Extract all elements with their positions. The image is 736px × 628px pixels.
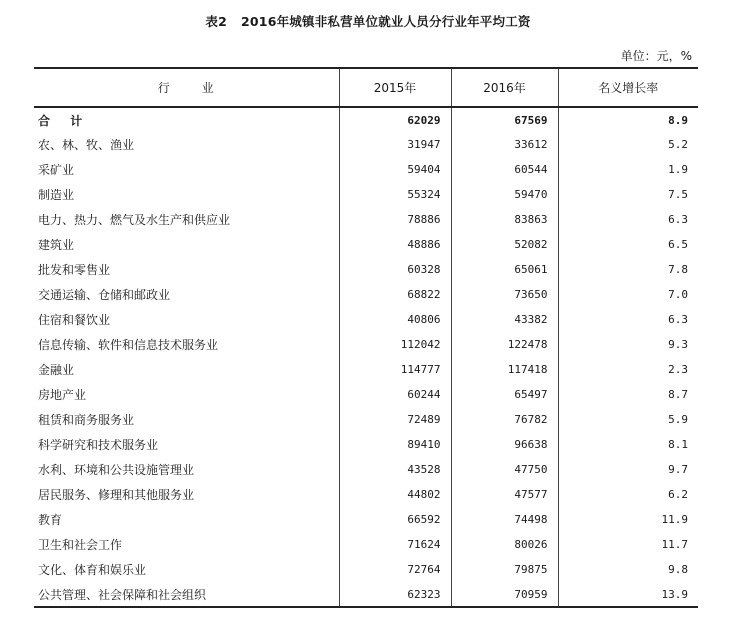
industry-cell: 居民服务、修理和其他服务业: [38, 488, 195, 502]
wage-2015-cell: 89410: [339, 432, 451, 457]
wage-2016-cell: 83863: [451, 207, 558, 232]
wage-2016-cell: 47577: [451, 482, 558, 507]
wage-2015-cell: 72489: [339, 407, 451, 432]
table-row: [34, 307, 698, 332]
wage-2016-cell: 47750: [451, 457, 558, 482]
table-row: [34, 482, 698, 507]
growth-rate-cell: 7.8: [558, 257, 698, 282]
wage-2015-cell: 40806: [339, 307, 451, 332]
growth-rate-cell: 11.9: [558, 507, 698, 532]
wage-2016-cell: 67569: [451, 107, 558, 132]
table-row: [34, 557, 698, 582]
wage-2016-cell: 52082: [451, 232, 558, 257]
wage-2015-cell: 66592: [339, 507, 451, 532]
wage-2015-cell: 55324: [339, 182, 451, 207]
total-row: [34, 107, 698, 132]
wage-2015-cell: 48886: [339, 232, 451, 257]
growth-rate-cell: 6.3: [558, 307, 698, 332]
table-title-text: 2016年城镇非私营单位就业人员分行业年平均工资: [241, 14, 531, 29]
header-2015: 2015年: [339, 68, 451, 107]
industry-cell: 电力、热力、燃气及水生产和供应业: [38, 213, 231, 227]
wage-2016-cell: 60544: [451, 157, 558, 182]
header-row: [34, 68, 698, 107]
header-2016: 2016年: [451, 68, 558, 107]
table-row: [34, 257, 698, 282]
table-title: [0, 12, 736, 30]
wage-2016-cell: 70959: [451, 582, 558, 607]
table-number: 表2: [205, 14, 227, 29]
wage-2016-cell: 74498: [451, 507, 558, 532]
wage-2015-cell: 44802: [339, 482, 451, 507]
wage-2016-cell: 79875: [451, 557, 558, 582]
wage-2015-cell: 114777: [339, 357, 451, 382]
industry-cell: 科学研究和技术服务业: [38, 438, 159, 452]
wage-2015-cell: 60328: [339, 257, 451, 282]
table-row: [34, 382, 698, 407]
table-row: [34, 357, 698, 382]
industry-cell: 租赁和商务服务业: [38, 413, 135, 427]
table-row: [34, 407, 698, 432]
growth-rate-cell: 13.9: [558, 582, 698, 607]
wage-2016-cell: 73650: [451, 282, 558, 307]
growth-rate-cell: 8.1: [558, 432, 698, 457]
table-row: [34, 432, 698, 457]
wage-2016-cell: 43382: [451, 307, 558, 332]
table-row: [34, 232, 698, 257]
wage-2016-cell: 33612: [451, 132, 558, 157]
wage-table: [34, 67, 698, 608]
wage-2016-cell: 80026: [451, 532, 558, 557]
wage-2016-cell: 117418: [451, 357, 558, 382]
table-row: [34, 157, 698, 182]
growth-rate-cell: 8.7: [558, 382, 698, 407]
table-row: [34, 282, 698, 307]
table-row: [34, 532, 698, 557]
industry-cell: 信息传输、软件和信息技术服务业: [38, 338, 219, 352]
table-row: [34, 582, 698, 607]
industry-cell: 采矿业: [38, 163, 75, 177]
growth-rate-cell: 2.3: [558, 357, 698, 382]
header-industry: 行 业: [34, 68, 339, 107]
wage-2015-cell: 62323: [339, 582, 451, 607]
industry-cell: 交通运输、仓储和邮政业: [38, 288, 171, 302]
industry-cell: 建筑业: [38, 238, 75, 252]
wage-2015-cell: 43528: [339, 457, 451, 482]
wage-2015-cell: 78886: [339, 207, 451, 232]
industry-cell: 房地产业: [38, 388, 87, 402]
growth-rate-cell: 7.0: [558, 282, 698, 307]
table-row: [34, 457, 698, 482]
table-row: [34, 132, 698, 157]
table-row: [34, 507, 698, 532]
wage-2016-cell: 65061: [451, 257, 558, 282]
table-row: [34, 182, 698, 207]
wage-2015-cell: 72764: [339, 557, 451, 582]
wage-2015-cell: 112042: [339, 332, 451, 357]
wage-2016-cell: 59470: [451, 182, 558, 207]
wage-2015-cell: 31947: [339, 132, 451, 157]
wage-2015-cell: 59404: [339, 157, 451, 182]
growth-rate-cell: 5.2: [558, 132, 698, 157]
wage-2015-cell: 60244: [339, 382, 451, 407]
industry-cell: 合 计: [38, 113, 91, 128]
wage-2015-cell: 62029: [339, 107, 451, 132]
table-body: [34, 107, 698, 607]
wage-2016-cell: 122478: [451, 332, 558, 357]
wage-2016-cell: 65497: [451, 382, 558, 407]
growth-rate-cell: 8.9: [558, 107, 698, 132]
growth-rate-cell: 1.9: [558, 157, 698, 182]
growth-rate-cell: 9.8: [558, 557, 698, 582]
industry-cell: 水利、环境和公共设施管理业: [38, 463, 195, 477]
wage-2015-cell: 68822: [339, 282, 451, 307]
industry-cell: 农、林、牧、渔业: [38, 138, 135, 152]
industry-cell: 住宿和餐饮业: [38, 313, 111, 327]
wage-2016-cell: 96638: [451, 432, 558, 457]
wage-2016-cell: 76782: [451, 407, 558, 432]
unit-note: 单位：元，%: [620, 49, 692, 63]
table-header: [34, 68, 698, 107]
growth-rate-cell: 9.7: [558, 457, 698, 482]
industry-cell: 文化、体育和娱乐业: [38, 563, 147, 577]
industry-cell: 卫生和社会工作: [38, 538, 123, 552]
growth-rate-cell: 6.2: [558, 482, 698, 507]
industry-cell: 公共管理、社会保障和社会组织: [34, 582, 339, 607]
industry-cell: 教育: [38, 513, 63, 527]
wage-2015-cell: 71624: [339, 532, 451, 557]
growth-rate-cell: 7.5: [558, 182, 698, 207]
growth-rate-cell: 6.5: [558, 232, 698, 257]
table-row: [34, 207, 698, 232]
header-growth-rate: 名义增长率: [558, 68, 698, 107]
growth-rate-cell: 6.3: [558, 207, 698, 232]
growth-rate-cell: 11.7: [558, 532, 698, 557]
table-row: [34, 332, 698, 357]
industry-cell: 金融业: [38, 363, 75, 377]
industry-cell: 批发和零售业: [38, 263, 111, 277]
growth-rate-cell: 9.3: [558, 332, 698, 357]
industry-cell: 制造业: [38, 188, 75, 202]
growth-rate-cell: 5.9: [558, 407, 698, 432]
